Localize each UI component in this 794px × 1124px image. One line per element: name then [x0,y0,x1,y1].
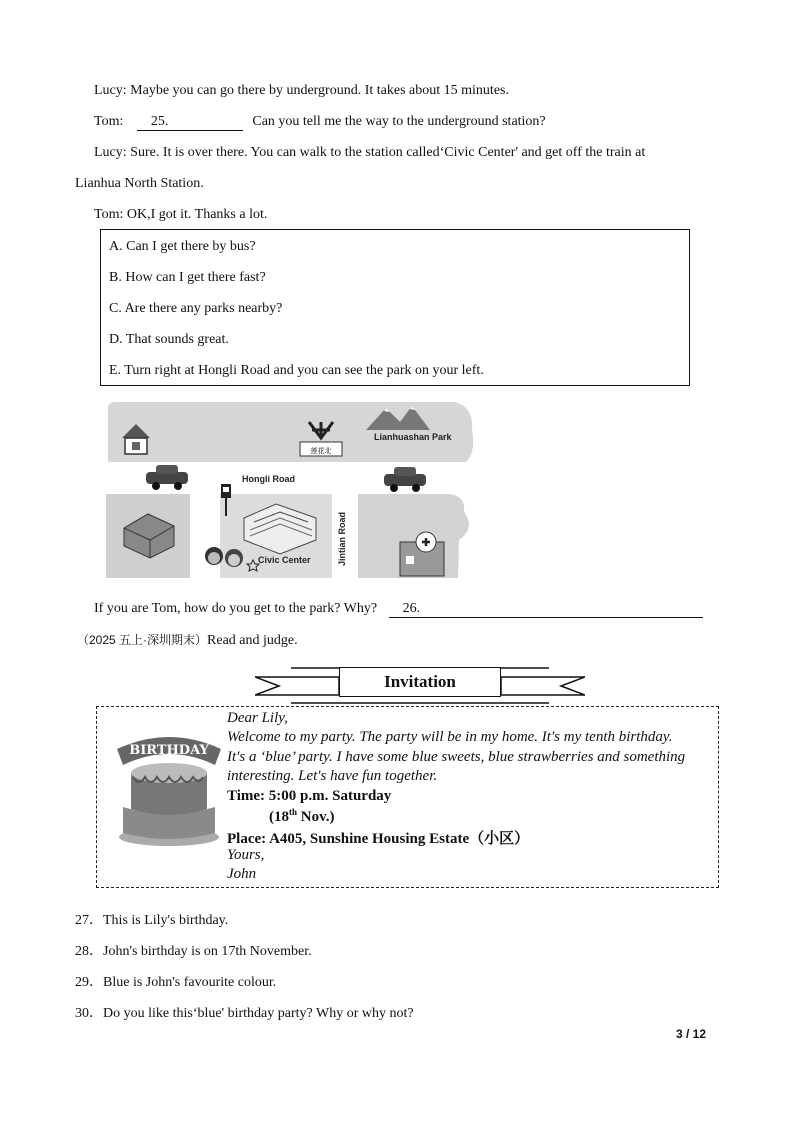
station-sign: 莲花北 [310,447,332,455]
signature: John [227,866,257,882]
blank-25[interactable]: 25. [137,114,243,131]
speaker-tom: Tom: [94,114,124,129]
party-place: Place: A405, Sunshine Housing Estate（小区） [227,831,530,847]
cake-text: BIRTHDAY [129,743,209,758]
options-box [100,229,690,386]
invitation-body-2: It's a ‘blue’ party. I have some blue sweets, blue strawberries and something [227,749,686,765]
dialogue-lucy-2a: Lucy: Sure. It is over there. You can walk to the station called‘Civic Center' and get off the train at [94,145,646,160]
greeting: Dear Lily, [227,710,288,726]
dialogue-tom-1 [94,114,546,131]
civic-center-label: Civic Center [258,555,311,565]
car-icon-2 [384,467,426,492]
tom-question: Can you tell me the way to the underground station? [252,114,546,129]
option-c: C. Are there any parks nearby? [109,301,283,316]
invitation-body-3: interesting. Let's have fun together. [227,768,438,784]
option-d: D. That sounds great. [109,332,229,347]
birthday-cake-icon [115,721,223,849]
road-hongli: Hongli Road [242,474,295,484]
option-e: E. Turn right at Hongli Road and you can see the park on your left. [109,363,484,378]
question-26 [94,601,703,618]
dialogue-lucy-2b: Lianhua North Station. [75,176,204,191]
page-number: 3 / 12 [676,1027,707,1041]
judge-27: 27．This is Lily's birthday. [75,913,229,928]
party-time: Time: 5:00 p.m. Saturday [227,788,392,804]
street-map [104,400,476,580]
blank-26[interactable]: 26. [389,601,703,618]
judge-28: 28．John's birthday is on 17th November. [75,944,312,959]
section-heading [77,631,298,649]
park-label: Lianhuashan Park [374,432,452,442]
dialogue-lucy-1: Lucy: Maybe you can go there by underground. It takes about 15 minutes. [94,83,509,98]
option-b: B. How can I get there fast? [109,270,266,285]
invitation-body-1: Welcome to my party. The party will be in my home. It's my tenth birthday. [227,729,673,745]
judge-30: 30．Do you like this‘blue' birthday party? Why or why not? [75,1006,414,1021]
party-date: (18th Nov.) [269,807,335,825]
option-a: A. Can I get there by bus? [109,239,256,254]
closing: Yours, [227,847,265,863]
section-instruction: Read and judge. [207,633,298,648]
dialogue-tom-2: Tom: OK,I got it. Thanks a lot. [94,207,268,222]
section-source: （2025 五上·深圳期末） [77,633,208,647]
judge-29: 29．Blue is John's favourite colour. [75,975,277,990]
road-jintian: Jintian Road [337,511,347,566]
question-26-text: If you are Tom, how do you get to the park? Why? [94,601,378,616]
car-icon-1 [146,465,188,490]
invitation-title: Invitation [339,667,501,697]
invitation-card [96,706,719,888]
